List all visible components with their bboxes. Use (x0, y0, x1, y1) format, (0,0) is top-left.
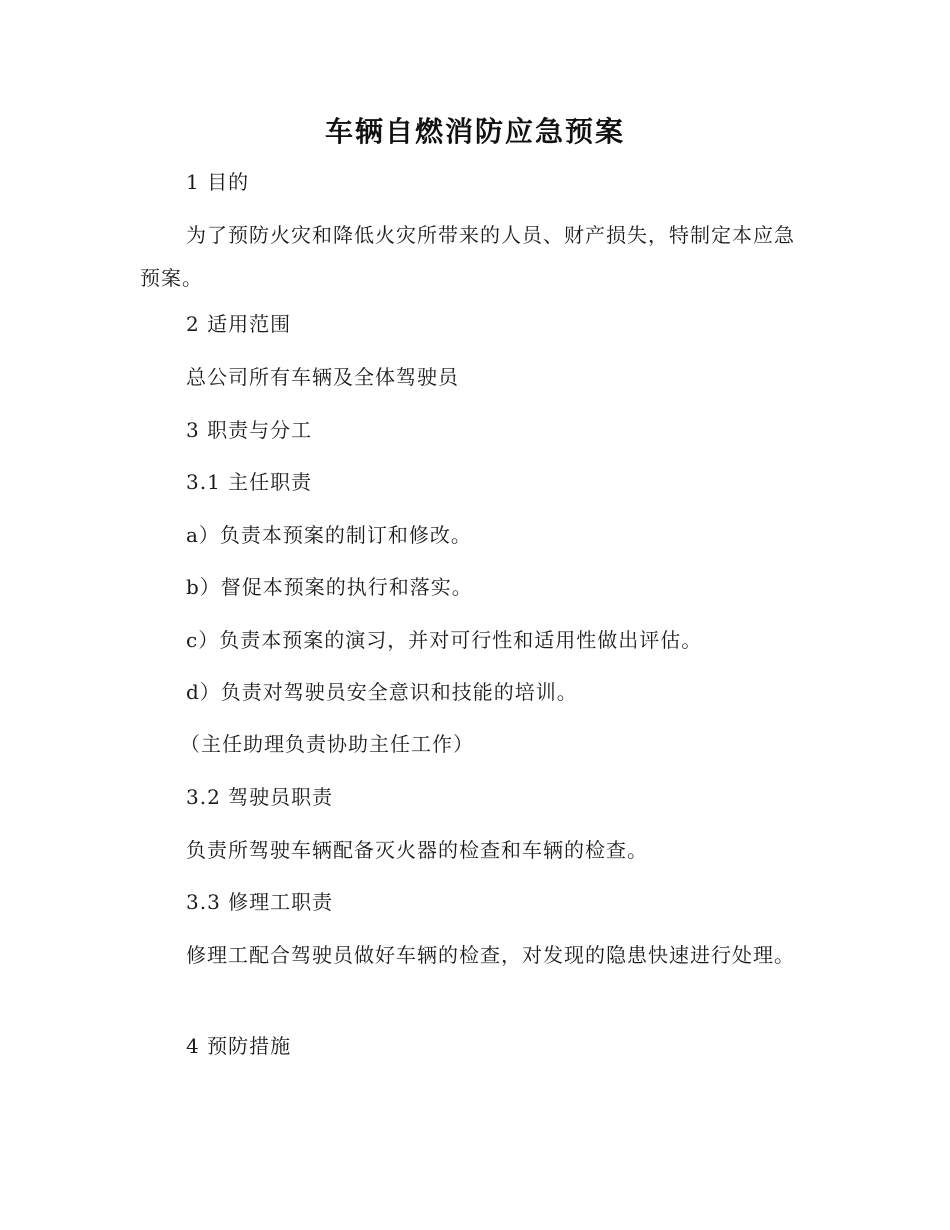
section-heading-prevention: 4 预防措施 (186, 1034, 292, 1058)
subsection-heading-director: 3.1 主任职责 (186, 470, 313, 494)
list-item-d: d）负责对驾驶员安全意识和技能的培训。 (186, 680, 578, 704)
paragraph-purpose: 为了预防火灾和降低火灾所带来的人员、财产损失，特制定本应急预案。 (140, 223, 795, 290)
assistant-note: （主任助理负责协助主任工作） (180, 732, 474, 756)
paragraph-mechanic-duties: 修理工配合驾驶员做好车辆的检查，对发现的隐患快速进行处理。 (186, 943, 795, 967)
list-item-a: a）负责本预案的制订和修改。 (186, 523, 472, 547)
list-item-c: c）负责本预案的演习，并对可行性和适用性做出评估。 (186, 628, 703, 652)
paragraph-scope: 总公司所有车辆及全体驾驶员 (186, 365, 459, 389)
list-item-b: b）督促本预案的执行和落实。 (186, 575, 473, 599)
paragraph-driver-duties: 负责所驾驶车辆配备灭火器的检查和车辆的检查。 (186, 838, 648, 862)
section-heading-purpose: 1 目的 (186, 170, 250, 194)
document-title: 车辆自燃消防应急预案 (324, 115, 625, 148)
section-heading-duties: 3 职责与分工 (186, 418, 313, 442)
subsection-heading-driver: 3.2 驾驶员职责 (186, 785, 334, 809)
subsection-heading-mechanic: 3.3 修理工职责 (186, 890, 334, 914)
section-heading-scope: 2 适用范围 (186, 312, 292, 336)
